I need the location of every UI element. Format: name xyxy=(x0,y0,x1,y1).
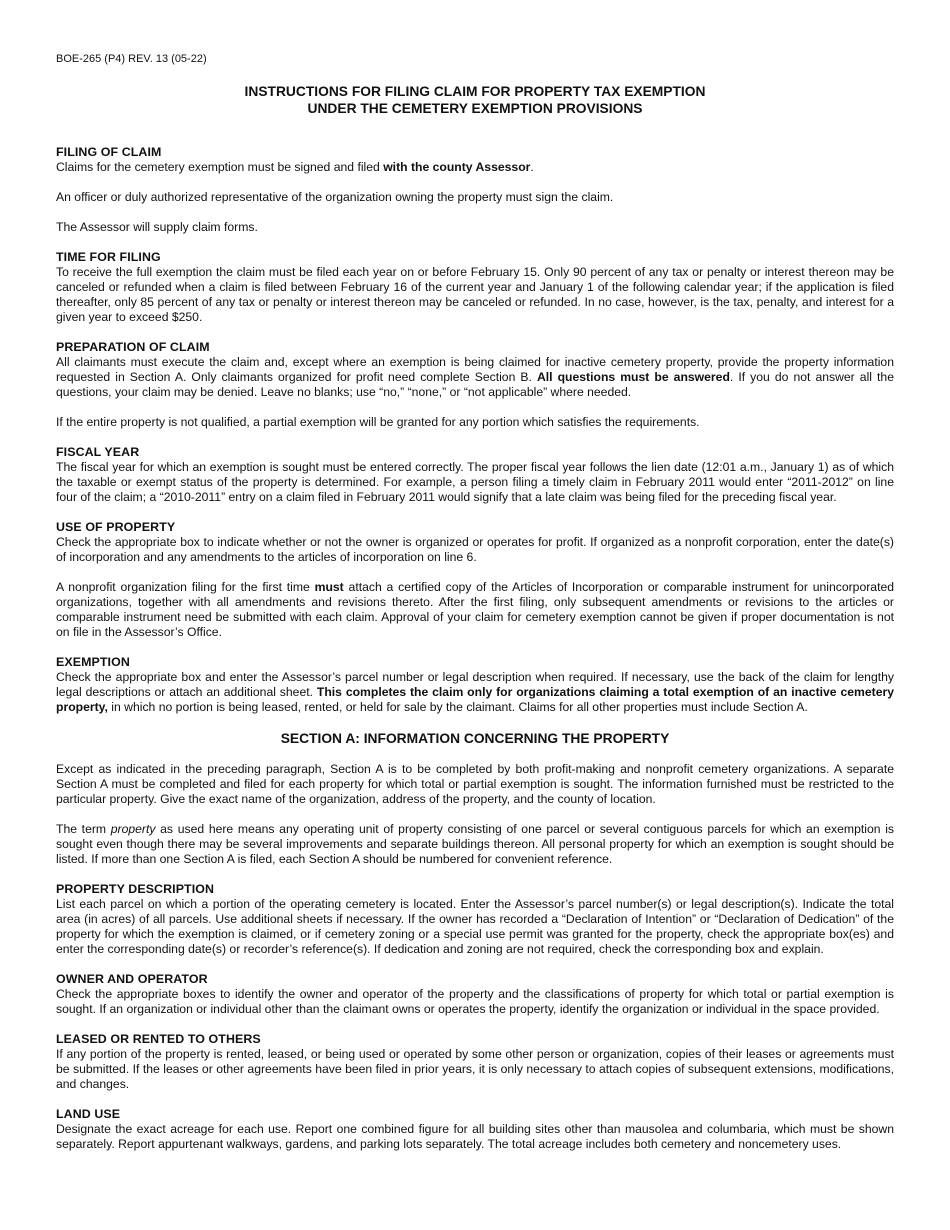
section-heading: PREPARATION OF CLAIM xyxy=(56,340,210,354)
text-run: A nonprofit organization filing for the first time xyxy=(56,580,315,594)
section-heading: LAND USE xyxy=(56,1107,121,1121)
section-fiscal-year xyxy=(56,445,894,505)
paragraph: An officer or duly authorized representative of the organization owning the property must sign the claim. xyxy=(56,190,614,204)
bold-text: This completes the claim only for organizations claiming a total exemption of an inactive cemetery property, xyxy=(56,685,894,714)
section-time-for-filing xyxy=(56,250,894,325)
paragraph: Except as indicated in the preceding paragraph, Section A is to be completed by both profit-making and nonprofit cemetery organizations. A separate Section A must be completed and filed for each property for which total or partial exemption is sought. The information furnished must be restricted to the particular property. Give the exact name of the organization, address of the property, and the county of location. xyxy=(56,762,894,806)
section-property-description xyxy=(56,882,894,957)
paragraph xyxy=(56,580,894,640)
paragraph: If any portion of the property is rented, leased, or being used or operated by some other person or organization, copies of their leases or agreements must be submitted. If the leases or other agreements have been filed in prior years, it is only necessary to attach copies of subsequent extensions, modifications, and changes. xyxy=(56,1047,894,1091)
bold-text: All questions must be answered xyxy=(536,370,730,384)
section-heading: FISCAL YEAR xyxy=(56,445,140,459)
paragraph xyxy=(56,670,894,715)
title-line-2: UNDER THE CEMETERY EXEMPTION PROVISIONS xyxy=(307,101,643,116)
paragraph xyxy=(56,160,894,175)
paragraph: If the entire property is not qualified, a partial exemption will be granted for any portion which satisfies the requirements. xyxy=(56,415,700,429)
section-heading: TIME FOR FILING xyxy=(56,250,161,264)
section-heading: FILING OF CLAIM xyxy=(56,145,162,159)
paragraph: Check the appropriate box to indicate whether or not the owner is organized or operates for profit. If organized as a nonprofit corporation, enter the date(s) of incorporation and any amendments to the articles of incorporation on line 6. xyxy=(56,535,894,564)
section-leased-or-rented xyxy=(56,1032,894,1092)
paragraph: List each parcel on which a portion of the operating cemetery is located. Enter the Assessor’s parcel number(s) or legal description(s). Indicate the total area (in acres) of all parcels. Use additional sheets if necessary. If the owner has recorded a “Declaration of Intention” or “Declaration of Dedication” of the property for which the exemption is claimed, or if cemetery zoning or a special use permit was granted for the property, check the appropriate box(es) and enter the corresponding date(s) or recorder’s reference(s). If dedication and zoning are not required, check the corresponding box and explain. xyxy=(56,897,894,956)
text-run: as used here means any operating unit of property consisting of one parcel or several contiguous parcels for which an exemption is sought even though there may be several improvements and separate buildings thereon. All personal property for which an exemption is sought should be listed. If more than one Section A is filed, each Section A should be numbered for convenient reference. xyxy=(56,822,894,866)
paragraph xyxy=(56,822,894,867)
text-run: Claims for the cemetery exemption must be signed and filed xyxy=(56,160,384,174)
paragraph: Designate the exact acreage for each use. Report one combined figure for all building sites other than mausolea and columbaria, which must be shown separately. Report appurtenant walkways, gardens, and parking lots separately. The total acreage includes both cemetery and noncemetery uses. xyxy=(56,1122,894,1151)
section-heading: EXEMPTION xyxy=(56,655,130,669)
text-run: All claimants must execute the claim and, except where an exemption is being claimed for inactive cemetery property, provide the property information requested in Section A. Only claimants organized for profit need complete Section B. xyxy=(56,355,894,384)
section-heading: USE OF PROPERTY xyxy=(56,520,176,534)
text-run: Check the appropriate box and enter the Assessor’s parcel number or legal description when required. If necessary, use the back of the claim for lengthy legal descriptions or attach an additional sheet. xyxy=(56,670,894,699)
italic-text: property xyxy=(110,822,156,836)
section-heading: LEASED OR RENTED TO OTHERS xyxy=(56,1032,261,1046)
document-title xyxy=(56,83,894,117)
paragraph: Check the appropriate boxes to identify the owner and operator of the property and the classifications of property for which total or partial exemption is sought. If an organization or individual other than the claimant owns or operates the property, identify the organization or individual in the space provided. xyxy=(56,987,894,1016)
paragraph: The fiscal year for which an exemption is sought must be entered correctly. The proper fiscal year follows the lien date (12:01 a.m., January 1) as of which the taxable or exempt status of the property is determined. For example, a person filing a timely claim in February 2011 would enter “2011-2012” on line four of the claim; a “2010-2011” entry on a claim filed in February 2011 would signify that a late claim was being filed for the preceding fiscal year. xyxy=(56,460,894,504)
section-heading: OWNER AND OPERATOR xyxy=(56,972,208,986)
text-run: in which no portion is being leased, rented, or held for sale by the claimant. Claims for all other properties must include Section A. xyxy=(107,700,808,714)
form-id: BOE-265 (P4) REV. 13 (05-22) xyxy=(56,53,207,65)
bold-text: must xyxy=(314,580,344,594)
paragraph: The Assessor will supply claim forms. xyxy=(56,220,258,234)
section-use-of-property xyxy=(56,520,894,640)
title-line-1: INSTRUCTIONS FOR FILING CLAIM FOR PROPERTY TAX EXEMPTION xyxy=(244,84,706,99)
section-heading: PROPERTY DESCRIPTION xyxy=(56,882,215,896)
section-a-heading: SECTION A: INFORMATION CONCERNING THE PROPERTY xyxy=(280,731,670,746)
paragraph xyxy=(56,355,894,400)
section-preparation-of-claim xyxy=(56,340,894,430)
paragraph: To receive the full exemption the claim must be filed each year on or before February 15. Only 90 percent of any tax or penalty or interest thereon may be canceled or refunded when a claim is filed between February 16 of the current year and January 1 of the following calendar year; if the application is filed thereafter, only 85 percent of any tax or penalty or interest thereon may be canceled or refunded. In no case, however, is the tax, penalty, and interest for a given year to exceed $250. xyxy=(56,265,894,324)
section-owner-and-operator xyxy=(56,972,894,1017)
section-land-use xyxy=(56,1107,894,1152)
bold-text: with the county Assessor xyxy=(383,160,531,174)
section-a xyxy=(56,730,894,867)
text-run: . xyxy=(530,160,534,174)
text-run: The term xyxy=(56,822,111,836)
text-run: . If you do not answer all the questions, your claim may be denied. Leave no blanks; use “no,” “none,” or “not applicable” where needed. xyxy=(56,370,894,399)
text-run: attach a certified copy of the Articles of Incorporation or comparable instrument for unincorporated organizations, together with all amendments and revisions thereto. After the first filing, only subsequent amendments or revisions to the articles or comparable instrument need be submitted with each claim. Approval of your claim for cemetery exemption cannot be given if proper documentation is not on file in the Assessor’s Office. xyxy=(56,580,895,639)
section-exemption xyxy=(56,655,894,715)
section-filing-of-claim xyxy=(56,145,894,235)
